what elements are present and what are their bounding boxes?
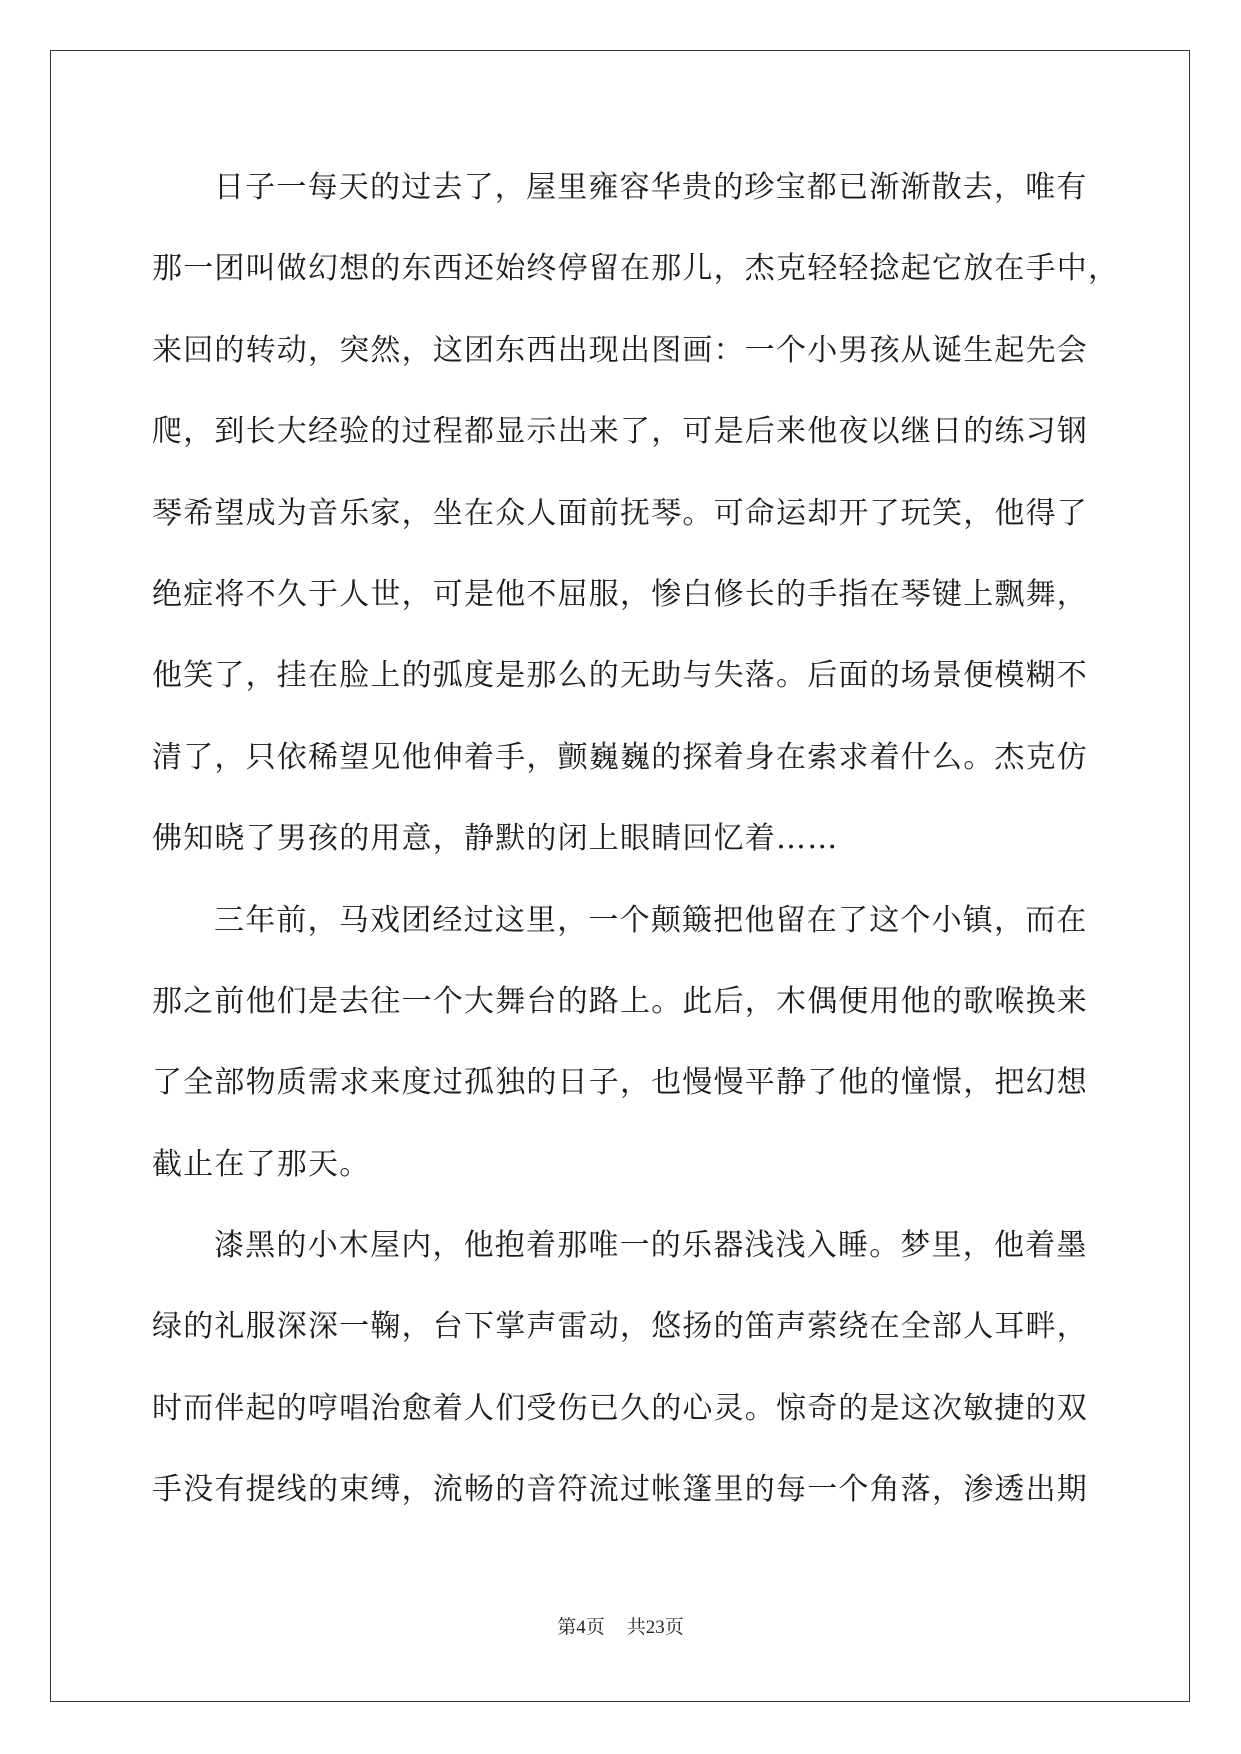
page-number: 第4页 xyxy=(557,1617,605,1638)
page-footer xyxy=(0,1612,1241,1639)
paragraph-line-16: 时而伴起的哼唱治愈着人们受伤已久的心灵。惊奇的是这次敏捷的双 xyxy=(152,1390,1088,1426)
paragraph-line-17: 手没有提线的束缚，流畅的音符流过帐篷里的每一个角落，渗透出期 xyxy=(152,1472,1088,1508)
paragraph-line-8: 清了，只依稀望见他伸着手，颤巍巍的探着身在索求着什么。杰克仿 xyxy=(152,739,1088,775)
paragraph-line-10: 三年前，马戏团经过这里，一个颠簸把他留在了这个小镇，而在 xyxy=(214,902,1088,938)
paragraph-line-6: 绝症将不久于人世，可是他不屈服，惨白修长的手指在琴键上飘舞， xyxy=(152,576,1088,612)
paragraph-line-2: 那一团叫做幻想的东西还始终停留在那儿，杰克轻轻捻起它放在手中， xyxy=(152,251,1120,287)
paragraph-line-12: 了全部物质需求来度过孤独的日子，也慢慢平静了他的憧憬，把幻想 xyxy=(152,1065,1088,1101)
paragraph-line-4: 爬，到长大经验的过程都显示出来了，可是后来他夜以继日的练习钢 xyxy=(152,414,1088,450)
paragraph-line-3: 来回的转动，突然，这团东西出现出图画：一个小男孩从诞生起先会 xyxy=(152,332,1088,368)
paragraph-line-14: 漆黑的小木屋内，他抱着那唯一的乐器浅浅入睡。梦里，他着墨 xyxy=(214,1228,1088,1264)
paragraph-line-13: 截止在了那天。 xyxy=(152,1146,371,1182)
paragraph-line-7: 他笑了，挂在脸上的弧度是那么的无助与失落。后面的场景便模糊不 xyxy=(152,658,1088,694)
page-total: 共23页 xyxy=(626,1617,684,1638)
paragraph-line-11: 那之前他们是去往一个大舞台的路上。此后，木偶便用他的歌喉换来 xyxy=(152,983,1088,1019)
document-body xyxy=(152,160,1120,1544)
paragraph-line-1: 日子一每天的过去了，屋里雍容华贵的珍宝都已渐渐散去，唯有 xyxy=(214,170,1088,205)
paragraph-line-15: 绿的礼服深深一鞠，台下掌声雷动，悠扬的笛声萦绕在全部人耳畔， xyxy=(152,1309,1088,1345)
paragraph-line-9: 佛知晓了男孩的用意，静默的闭上眼睛回忆着…… xyxy=(152,821,839,857)
paragraph-line-5: 琴希望成为音乐家，坐在众人面前抚琴。可命运却开了玩笑，他得了 xyxy=(152,495,1088,531)
